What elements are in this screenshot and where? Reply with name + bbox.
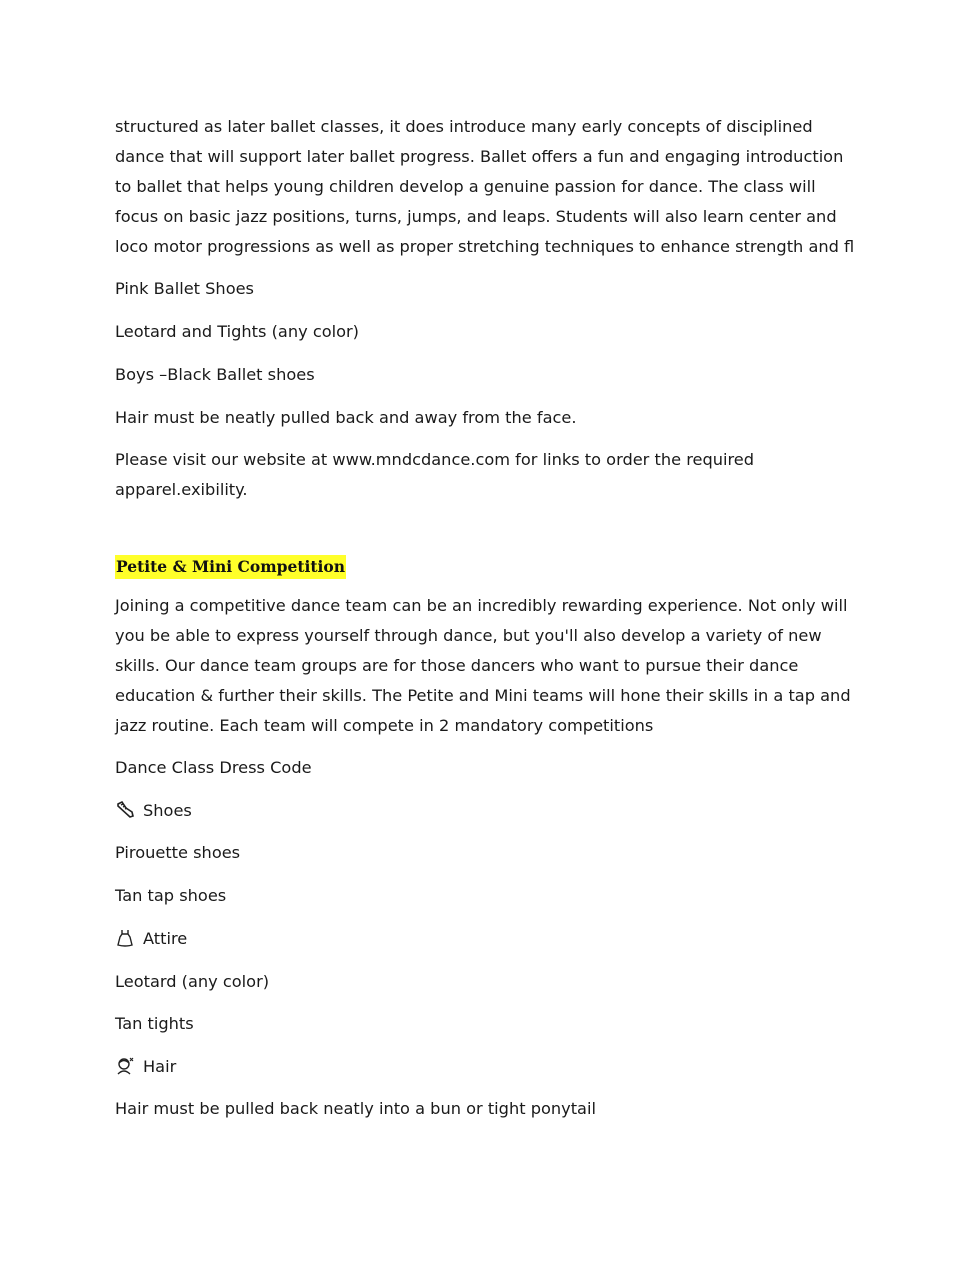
list-item	[115, 838, 240, 868]
list-item: Leotard and Tights (any color)	[115, 322, 359, 341]
list-item-text: Leotard (any color)	[115, 972, 270, 991]
attire-heading	[115, 924, 187, 954]
list-item	[115, 967, 269, 997]
hair-label: Hair	[143, 1057, 177, 1076]
list-item: Boys –Black Ballet shoes	[115, 365, 315, 384]
dress-icon	[115, 928, 135, 948]
shoes-heading	[115, 796, 192, 826]
list-item-text: Pirouette shoes	[115, 843, 241, 862]
attire-label: Attire	[143, 929, 188, 948]
paragraph-line: to ballet that helps young children develop a genuine passion for dance. The class will	[115, 177, 816, 196]
paragraph-line: Please visit our website at www.mndcdance.com for links to order the required	[115, 450, 755, 469]
section-heading: Petite & Mini Competition	[115, 555, 346, 579]
section-paragraph	[115, 591, 851, 741]
list-item	[115, 881, 226, 911]
list-item-text: Tan tights	[115, 1014, 194, 1033]
dress-code-title	[115, 753, 312, 783]
paragraph-line: skills. Our dance team groups are for those dancers who want to pursue their dance	[115, 656, 799, 675]
paragraph-line: you be able to express yourself through dance, but you'll also develop a variety of new	[115, 626, 822, 645]
paragraph-line: dance that will support later ballet progress. Ballet offers a fun and engaging introduction	[115, 147, 844, 166]
shoe-icon	[115, 800, 135, 820]
intro-paragraph	[115, 112, 854, 262]
ballet-item	[115, 403, 577, 433]
paragraph-line: apparel.exibility.	[115, 480, 248, 499]
list-item	[115, 1094, 596, 1124]
list-item	[115, 1009, 194, 1039]
paragraph-line: jazz routine. Each team will compete in 2 mandatory competitions	[115, 716, 654, 735]
list-item-text: Hair must be pulled back neatly into a bun or tight ponytail	[115, 1099, 596, 1118]
ballet-item	[115, 317, 359, 347]
paragraph-line: structured as later ballet classes, it does introduce many early concepts of disciplined	[115, 117, 813, 136]
ballet-item	[115, 360, 315, 390]
list-item: Hair must be neatly pulled back and away from the face.	[115, 408, 577, 427]
hair-heading	[115, 1052, 176, 1082]
ballet-item	[115, 274, 254, 304]
paragraph-line: education & further their skills. The Petite and Mini teams will hone their skills in a tap and	[115, 686, 851, 705]
paragraph-line: Joining a competitive dance team can be an incredibly rewarding experience. Not only will	[115, 596, 848, 615]
dress-code-title-text: Dance Class Dress Code	[115, 758, 312, 777]
paragraph-line: focus on basic jazz positions, turns, jumps, and leaps. Students will also learn center and	[115, 207, 837, 226]
list-item-text: Tan tap shoes	[115, 886, 227, 905]
paragraph-line: loco motor progressions as well as proper stretching techniques to enhance strength and fl	[115, 237, 855, 256]
shoes-label: Shoes	[143, 801, 192, 820]
list-item: Pink Ballet Shoes	[115, 279, 254, 298]
website-note	[115, 445, 754, 505]
haircut-icon	[115, 1056, 135, 1076]
